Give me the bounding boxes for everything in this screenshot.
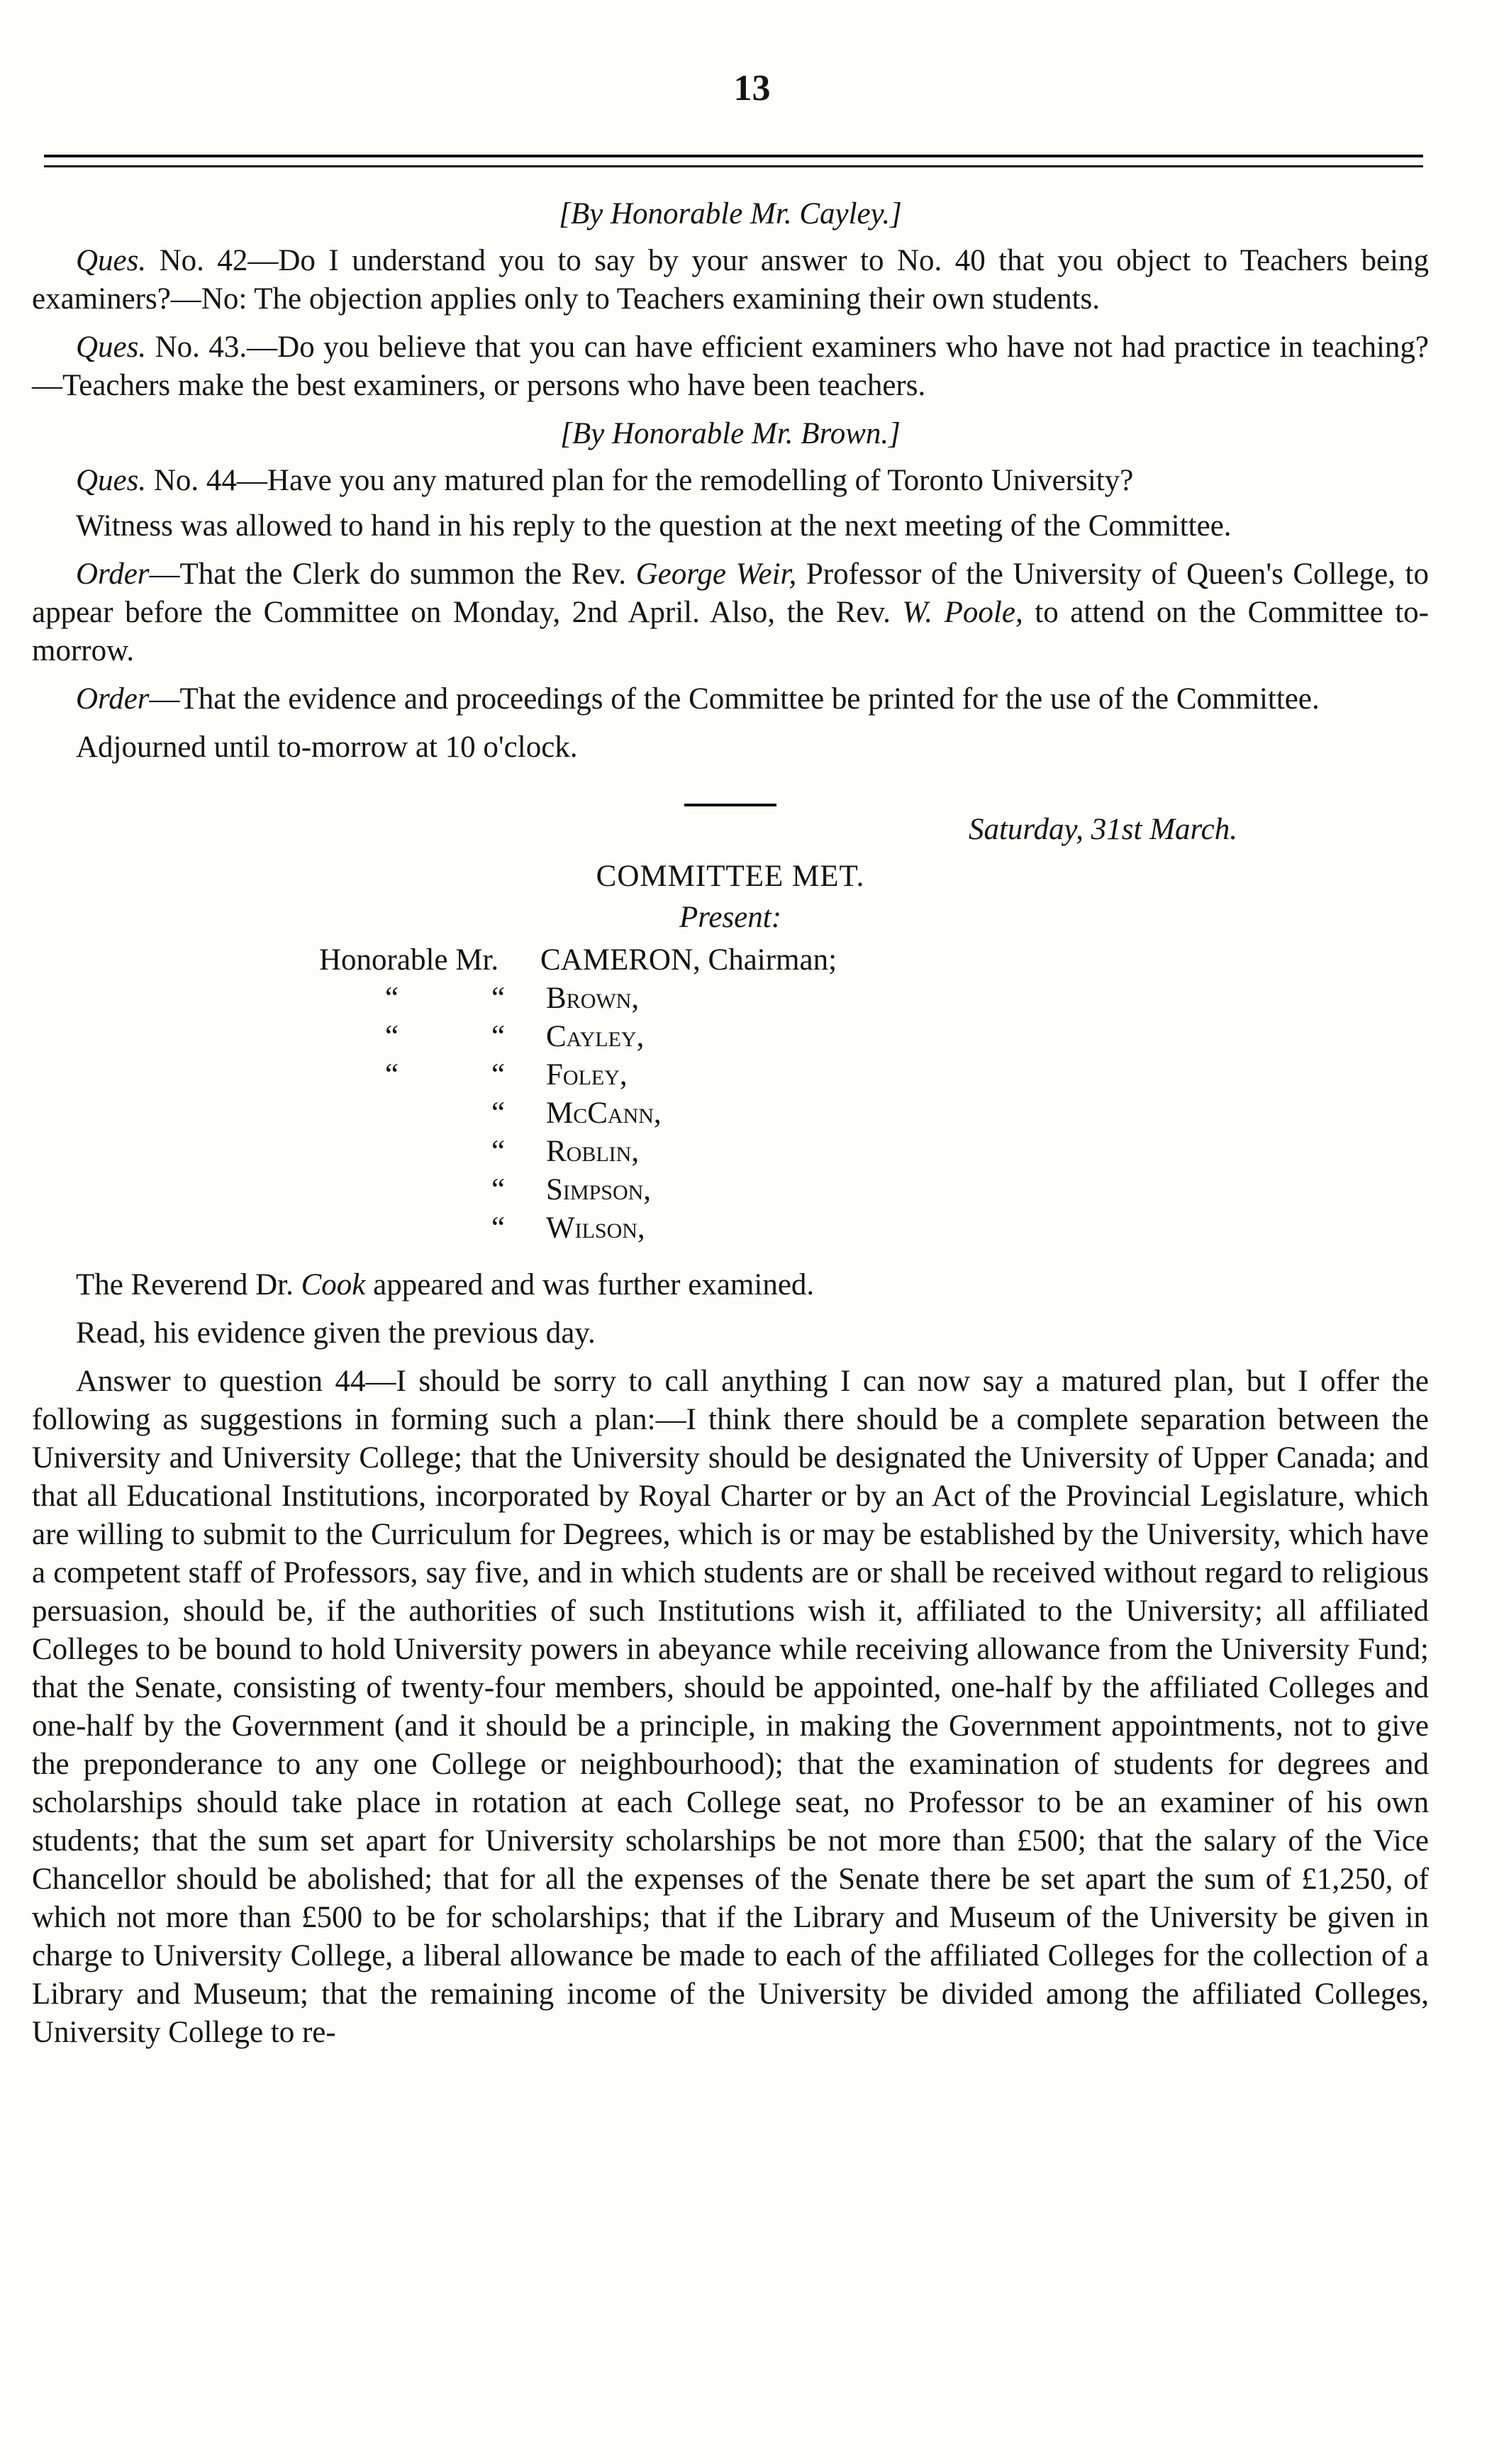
ditto-mark: “: [491, 1173, 506, 1206]
witness-paragraph: Witness was allowed to hand in his reply to the question at the next meeting of the Committee.: [76, 509, 1232, 543]
order-text: —That the Clerk do summon the Rev.: [149, 557, 636, 591]
header-rule: [44, 155, 1423, 167]
ditto-mark: “: [491, 1058, 506, 1092]
cook-examined: [32, 1266, 1429, 1304]
ditto-mark: “: [491, 1097, 506, 1130]
member-row: [32, 1171, 1429, 1209]
read-evidence: Read, his evidence given the previous day.: [76, 1316, 596, 1350]
question-43: [32, 328, 1429, 405]
examiner-heading-cayley: [By Honorable Mr. Cayley.]: [559, 197, 902, 231]
order-print: [32, 680, 1429, 718]
present-label: Present:: [679, 901, 782, 934]
order-text: —That the evidence and proceedings of the Committee be printed for the use of the Committee.: [149, 682, 1320, 716]
ques-label: Ques.: [76, 464, 147, 497]
member-name: Wilson,: [546, 1211, 645, 1245]
cook-text: The Reverend Dr.: [76, 1268, 301, 1302]
ques-label: Ques.: [76, 331, 147, 364]
ques-label: Ques.: [76, 244, 147, 277]
order-label: Order: [76, 682, 150, 716]
person-name: George Weir,: [635, 557, 797, 591]
ditto-mark: “: [491, 982, 506, 1015]
page-body: [32, 195, 1429, 2062]
members-list: [32, 941, 1429, 1248]
ditto-mark: “: [491, 1135, 506, 1168]
member-row: [32, 1133, 1429, 1171]
member-row: [32, 1018, 1429, 1056]
committee-met-heading: COMMITTEE MET.: [596, 860, 865, 893]
ditto-mark: “: [491, 1211, 506, 1245]
question-42: [32, 242, 1429, 318]
member-name: Brown,: [546, 982, 640, 1015]
member-row: [32, 1094, 1429, 1133]
ditto-mark: “: [385, 1058, 399, 1092]
order-text: to attend on the Committee to-morrow.: [32, 596, 1429, 667]
member-name: Roblin,: [546, 1135, 640, 1168]
member-name: Simpson,: [546, 1173, 652, 1206]
member-row: [32, 1209, 1429, 1248]
examiner-heading-brown: [By Honorable Mr. Brown.]: [560, 417, 901, 450]
member-name: Cayley,: [546, 1020, 645, 1053]
question-42-text: No. 42—Do I understand you to say by your answer to No. 40 that you object to Teachers being examiners?—No: The objection applies only to Teachers examining their own students.: [32, 244, 1429, 316]
adjourned-line: Adjourned until to-morrow at 10 o'clock.: [76, 731, 578, 764]
member-name: CAMERON, Chairman;: [540, 943, 837, 977]
meeting-date: Saturday, 31st March.: [968, 813, 1237, 846]
member-row: [32, 1056, 1429, 1094]
person-name: W. Poole,: [902, 596, 1023, 629]
member-name: Foley,: [546, 1058, 628, 1092]
member-title: Honorable Mr.: [319, 943, 506, 977]
question-44: [32, 462, 1429, 500]
question-44-text: No. 44—Have you any matured plan for the remodelling of Toronto University?: [146, 464, 1134, 497]
question-43-text: No. 43.—Do you believe that you can have efficient examiners who have not had practice in teaching?—Teachers make the best examiners, or persons who have been teachers.: [32, 331, 1429, 402]
section-divider: [684, 804, 776, 806]
page-number: 13: [733, 68, 771, 109]
person-name: Cook: [301, 1268, 366, 1302]
order-summon: [32, 555, 1429, 670]
order-text: Professor of the University of Queen's College, to appear before the Committee on Monday, 2nd April. Also, the Rev.: [32, 557, 1429, 629]
cook-text: appeared and was further examined.: [365, 1268, 815, 1302]
ditto-mark: “: [385, 982, 399, 1015]
member-name: McCann,: [546, 1097, 662, 1130]
ditto-mark: “: [385, 1020, 399, 1053]
answer-44: Answer to question 44—I should be sorry to call anything I can now say a matured plan, but I offer the following as suggestions in forming such a plan:—I think there should be a complete separation between the University and University College; that the University should be designated the University of Upper Canada; and that all Educational Institutions, incorporated by Royal Charter or by an Act of the Provincial Legislature, which are willing to submit to the Curriculum for Degrees, which is or may be established by the University, which have a competent staff of Professors, say five, and in which students are or shall be received without regard to religious persuasion, should be, if the authorities of such Institutions wish it, affiliated to the University; all affiliated Colleges to be bound to hold University powers in abeyance while receiving allowance from the University Fund; that the Senate, consisting of twenty-four members, should be appointed, one-half by the affiliated Colleges and one-half by the Government (and it should be a principle, in making the Government appointments, not to give the preponderance to any one College or neighbourhood); that the examination of students for degrees and scholarships should take place in rotation at each College seat, no Professor to be an examiner of his own students; that the sum set apart for University scholarships be not more than £500; that the salary of the Vice Chancellor should be abolished; that for all the expenses of the Senate there be set apart the sum of £1,250, of which not more than £500 to be for scholarships; that if the Library and Museum of the University be given in charge to University College, a liberal allowance be made to each of the affiliated Colleges for the collection of a Library and Museum; that the remaining income of the University be divided among the affiliated Colleges, University College to re-: [32, 1365, 1429, 2049]
order-label: Order: [76, 557, 150, 591]
member-row: [32, 941, 1429, 980]
member-row: [32, 980, 1429, 1018]
ditto-mark: “: [491, 1020, 506, 1053]
